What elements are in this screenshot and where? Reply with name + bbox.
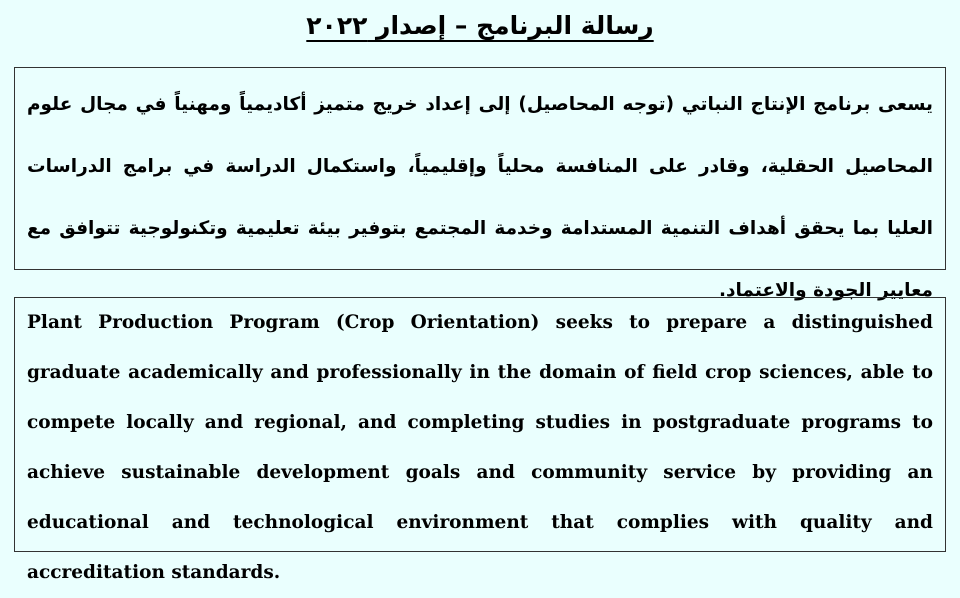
arabic-mission-text: يسعى برنامج الإنتاج النباتي (توجه المحاصيل) إلى إعداد خريج متميز أكاديمياً ومهنياً في مجال علوم المحاصيل الحقلية، وقادر على المنافسة محلياً وإقليمياً، واستكمال الدراسة في برامج الدراسات العليا بما يحقق أهداف التنمية المستدامة وخدمة المجتمع بتوفير بيئة تعليمية وتكنولوجية تتوافق مع معايير الجودة والاعتماد. xyxy=(27,94,933,301)
arabic-mission-box xyxy=(14,67,946,301)
english-mission-box xyxy=(14,297,946,583)
page-title-text: رسالة البرنامج – إصدار ٢٠٢٢ xyxy=(306,11,654,40)
english-mission-text: Plant Production Program (Crop Orientation) seeks to prepare a distinguished graduate academically and professionally in the domain of field crop sciences, able to compete locally and regional, and completing studies in postgraduate programs to achieve sustainable development goals and community service by providing an educational and technological environment that complies with quality and accreditation standards. xyxy=(27,312,933,583)
page-title xyxy=(0,4,960,48)
